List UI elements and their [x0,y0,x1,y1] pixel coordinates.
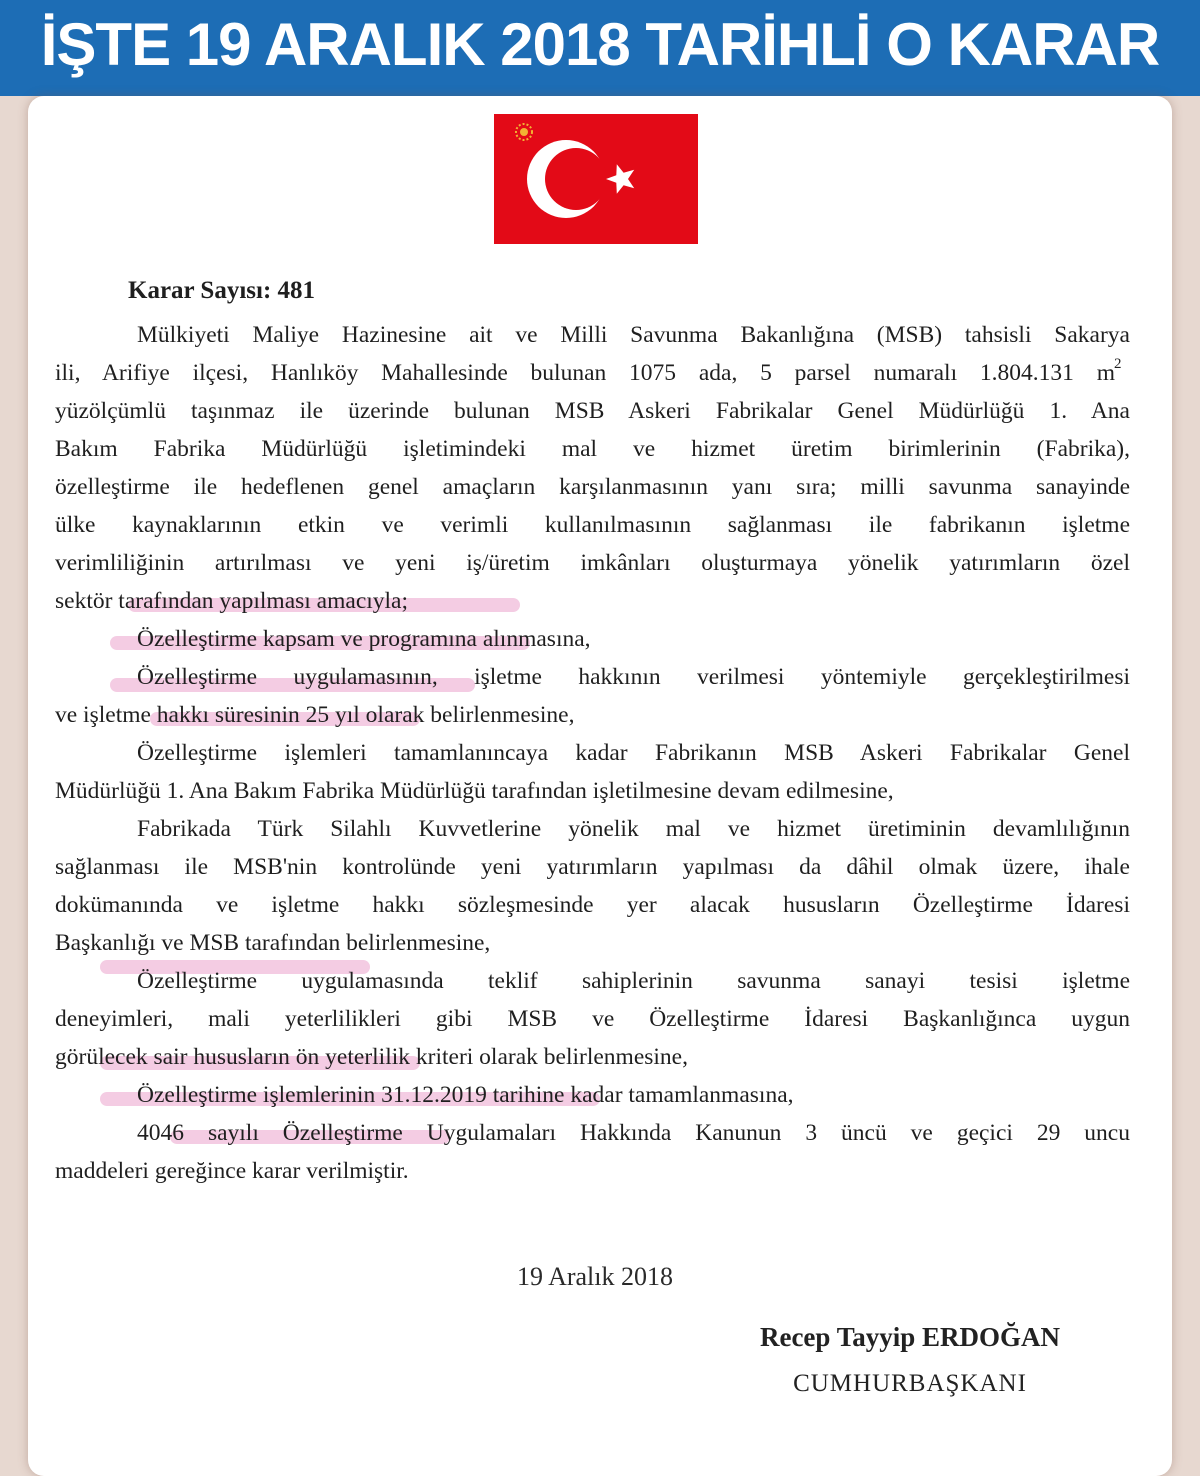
document-line: Özelleştirme işlemleri tamamlanıncaya kadar Fabrikanın MSB Askeri Fabrikalar Genel [137,740,1130,766]
signature-name: Recep Tayyip ERDOĞAN [759,1322,1061,1352]
document-line: sağlanması ile MSB'nin kontrolünde yeni yatırımların yapılması da dâhil olmak üzere, ihale [55,854,1130,880]
document-line: Bakım Fabrika Müdürlüğü işletimindeki mal ve hizmet üretim birimlerinin (Fabrika), [55,436,1130,462]
document-line: Mülkiyeti Maliye Hazinesine ait ve Milli Savunma Bakanlığına (MSB) tahsisli Sakarya [137,322,1130,348]
document-line: 4046 sayılı Özelleştirme Uygulamaları Hakkında Kanunun 3 üncü ve geçici 29 uncu [137,1120,1130,1146]
document-line: Özelleştirme işlemlerinin 31.12.2019 tarihine kadar tamamlanmasına, [137,1082,794,1108]
document-line: görülecek sair hususların ön yeterlilik kriteri olarak belirlenmesine, [55,1044,688,1070]
document-line: maddeleri gereğince karar verilmiştir. [55,1158,409,1184]
document-line: Başkanlığı ve MSB tarafından belirlenmesine, [55,930,491,956]
document-line: ülke kaynaklarının etkin ve verimli kullanılmasının sağlanması ile fabrikanın işletme [55,512,1130,538]
document-line: özelleştirme ile hedeflenen genel amaçların karşılanmasının yanı sıra; milli savunma sanayinde [55,474,1130,500]
document-line: Özelleştirme uygulamasının, işletme hakkının verilmesi yöntemiyle gerçekleştirilmesi [137,664,1130,690]
document-line-text: ili, Arifiye ilçesi, Hanlıköy Mahallesinde bulunan 1075 ada, 5 parsel numaralı 1.804.131 m [55,360,1115,386]
headline-banner [0,0,1200,96]
document-line: dokümanında ve işletme hakkı sözleşmesinde yer alacak hususların Özelleştirme İdaresi [55,892,1130,918]
document-line: sektör tarafından yapılması amacıyla; [55,588,409,614]
signature-title: CUMHURBAŞKANI [793,1370,1027,1397]
document-line: Fabrikada Türk Silahlı Kuvvetlerine yönelik mal ve hizmet üretiminin devamlılığının [137,816,1130,842]
document-line: verimliliğinin artırılması ve yeni iş/üretim imkânları oluşturmaya yönelik yatırımların özel [55,550,1130,576]
document-line [55,354,1115,392]
headline-title: İŞTE 19 ARALIK 2018 TARİHLİ O KARAR [40,11,1160,78]
superscript-two: 2 [1114,356,1122,372]
document-line: ve işletme hakkı süresinin 25 yıl olarak belirlenmesine, [55,702,575,728]
document-line: Özelleştirme uygulamasında teklif sahiplerinin savunma sanayi tesisi işletme [137,968,1130,994]
document-line: Müdürlüğü 1. Ana Bakım Fabrika Müdürlüğü tarafından işletilmesine devam edilmesine, [55,778,894,804]
document-date: 19 Aralık 2018 [517,1262,673,1291]
document-line: deneyimleri, mali yeterlilikleri gibi MSB ve Özelleştirme İdaresi Başkanlığınca uygun [55,1006,1130,1032]
decision-number: Karar Sayısı: 481 [128,277,316,304]
turkish-flag-icon [494,114,698,244]
document-line: Özelleştirme kapsam ve programına alınmasına, [137,626,591,652]
document-line: yüzölçümlü taşınmaz ile üzerinde bulunan MSB Askeri Fabrikalar Genel Müdürlüğü 1. Ana [55,398,1130,424]
